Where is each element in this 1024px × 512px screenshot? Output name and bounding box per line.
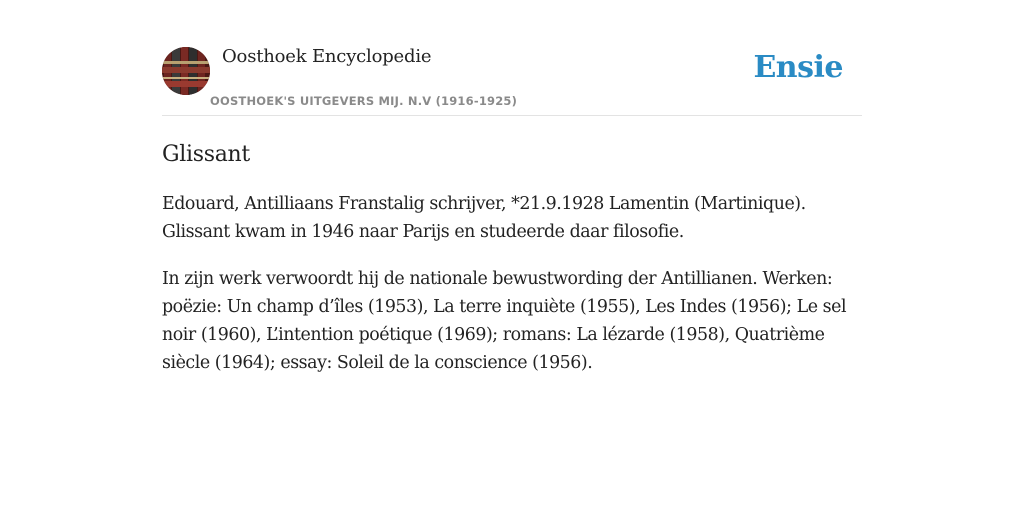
source-subtitle: OOSTHOEK'S UITGEVERS MIJ. N.V (1916-1925) <box>210 94 518 108</box>
article-title: Glissant <box>162 142 250 167</box>
source-title[interactable]: Oosthoek Encyclopedie <box>222 46 432 67</box>
source-header <box>162 0 862 116</box>
page-container <box>162 0 862 377</box>
ensie-logo-link[interactable]: Ensie <box>753 50 843 85</box>
article-paragraph: In zijn werk verwoordt hij de nationale bewustwording der Antillianen. Werken: poëzie: Un champ d’îles (1953), La terre inquiète (1955), Les Indes (1956); Le sel noir (1960), L’intention poétique (1969); romans: La lézarde (1958), Quatrième siècle (1964); essay: Soleil de la conscience (1956). <box>162 269 847 373</box>
article-paragraph: Edouard, Antilliaans Franstalig schrijver, *21.9.1928 Lamentin (Martinique). Glissant kwam in 1946 naar Parijs en studeerde daar filosofie. <box>162 194 806 242</box>
book-spines-icon[interactable] <box>162 47 210 95</box>
